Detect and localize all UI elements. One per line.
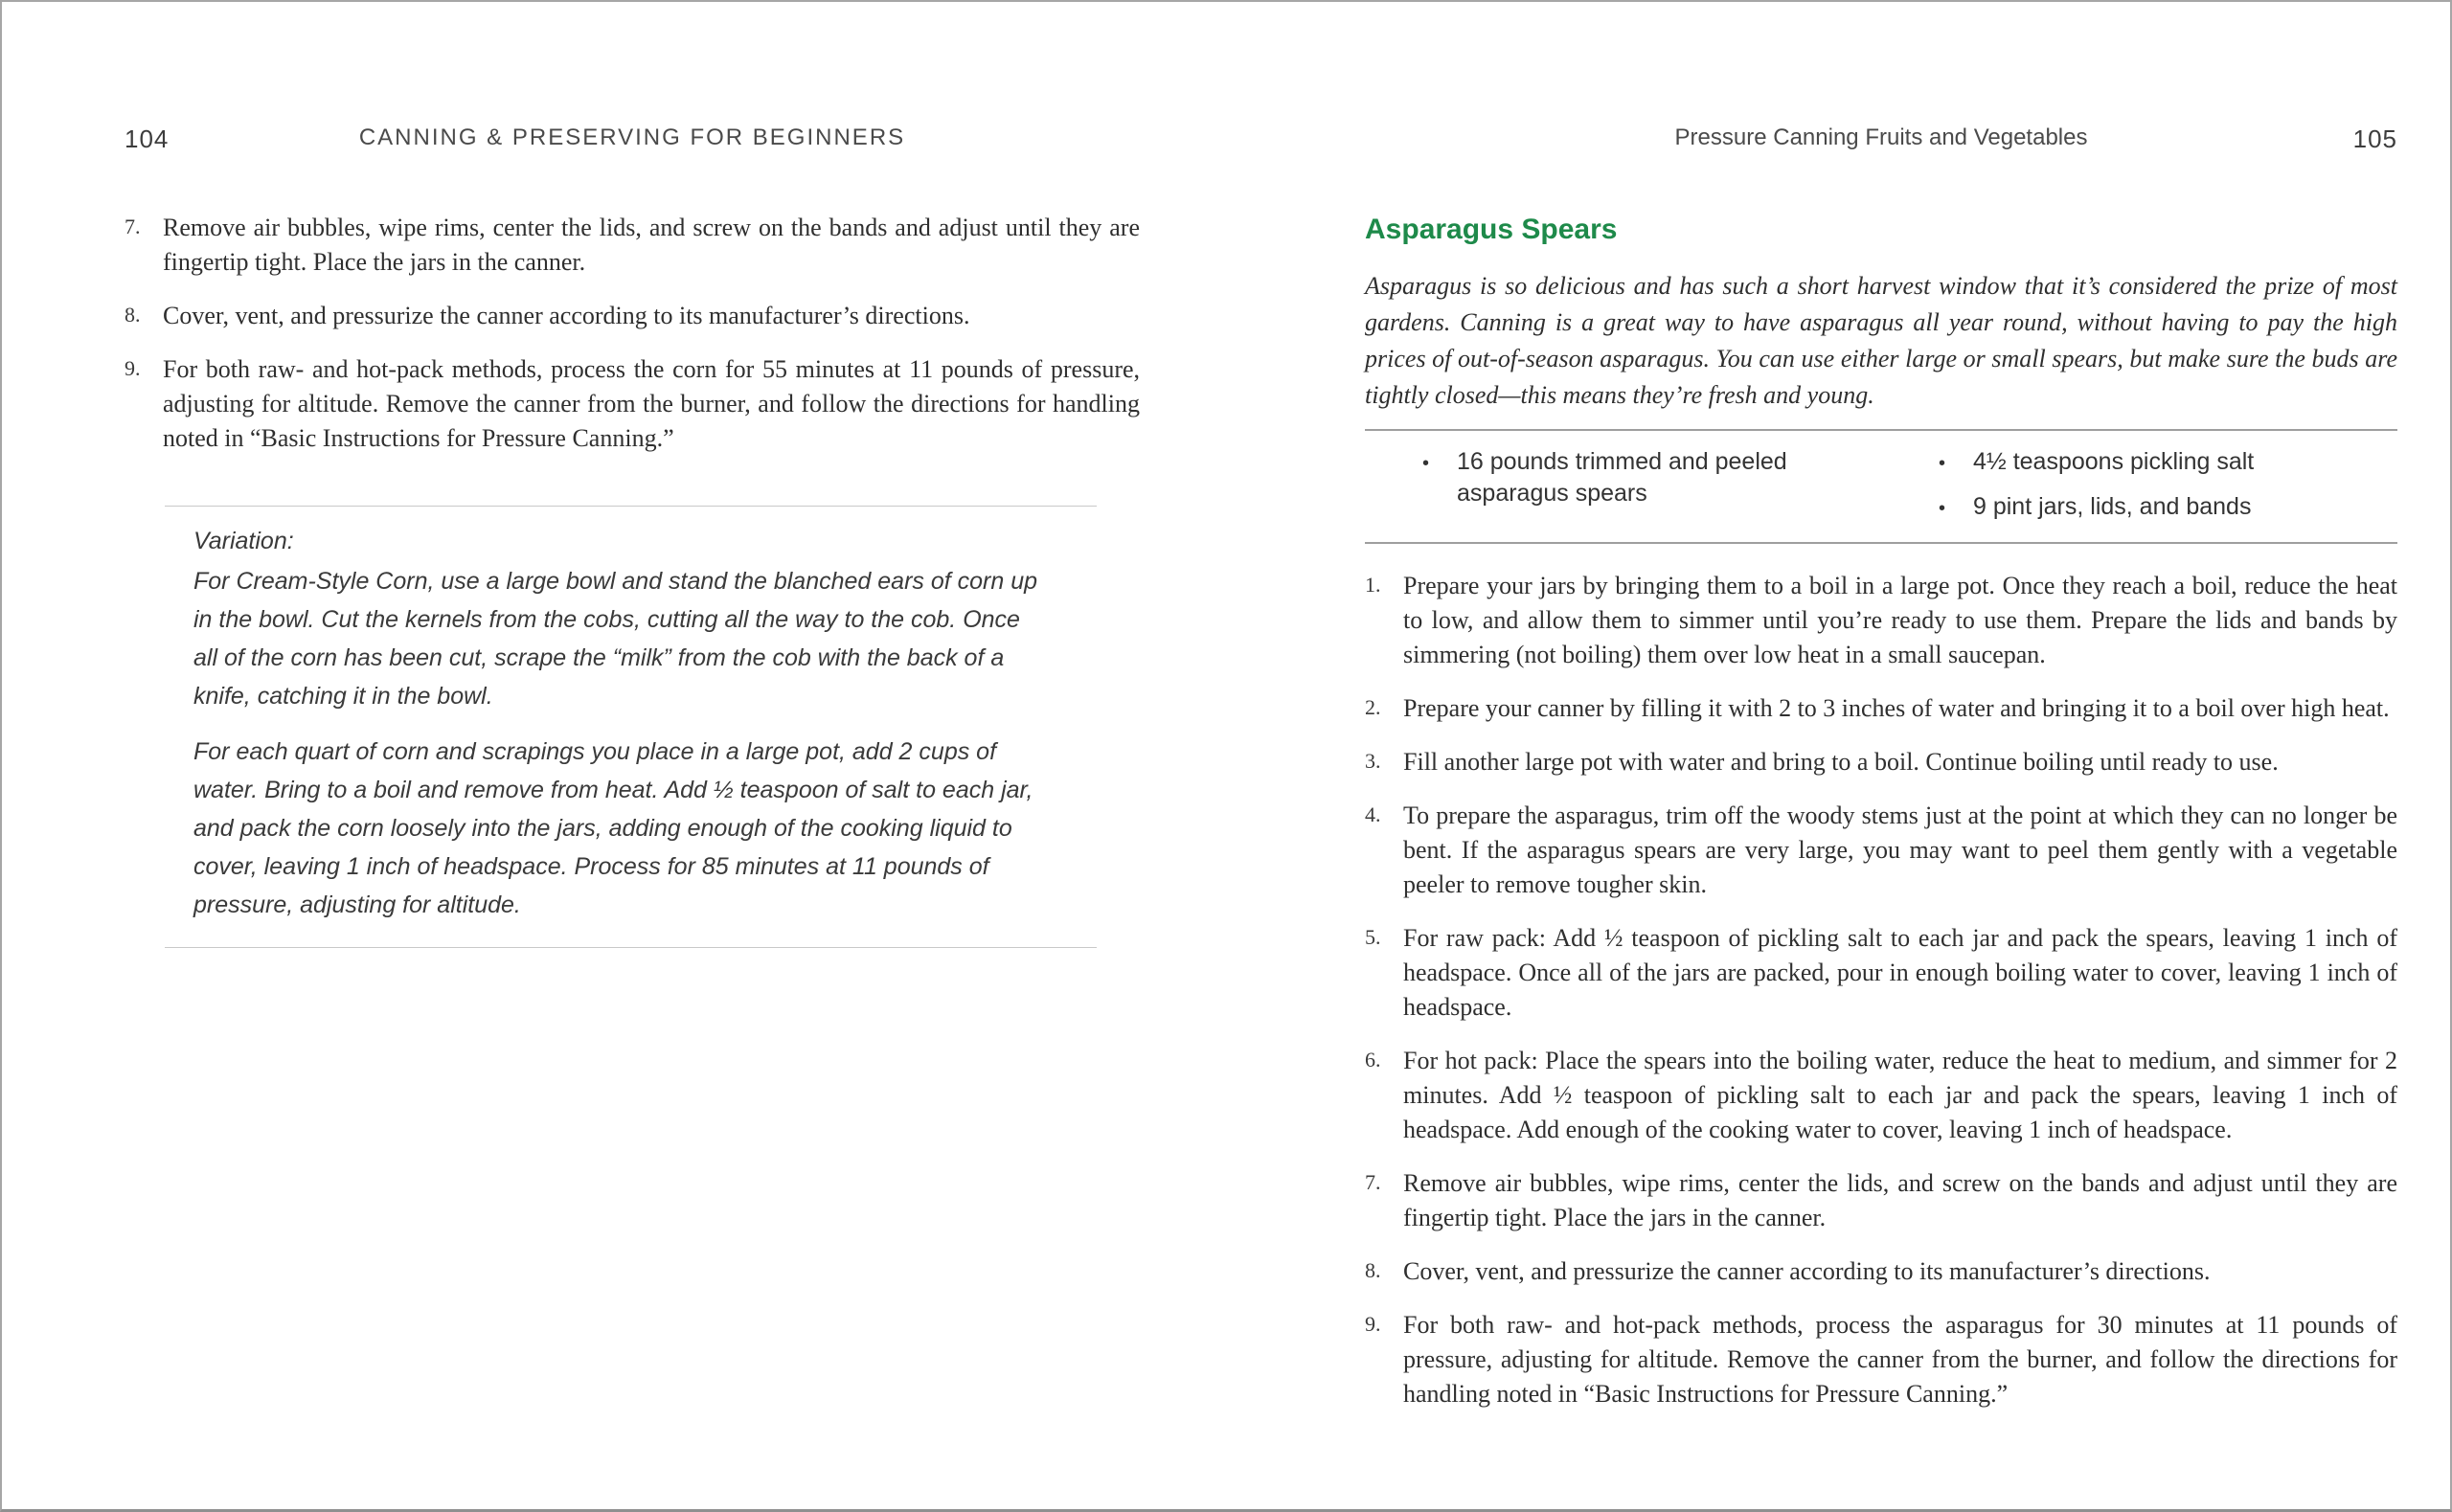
running-header-left: CANNING & PRESERVING FOR BEGINNERS — [358, 124, 906, 150]
item-number: 9. — [1365, 1312, 1381, 1336]
ingredients-box — [1365, 429, 2397, 544]
ingredient-text: 4½ teaspoons pickling salt — [1973, 448, 2255, 475]
item-number: 6. — [1365, 1048, 1381, 1072]
item-text: Prepare your canner by filling it with 2 to 3 inches of water and bringing it to a boil over high heat. — [1403, 694, 2390, 722]
item-text: For raw pack: Add ½ teaspoon of pickling salt to each jar and pack the spears, leaving 1 inch of headspace. Once all of the jars are packed, pour in enough boiling water to cover, leaving 1 inch of headspace. — [1403, 924, 2397, 1021]
list-item — [1365, 745, 2397, 779]
bullet-icon: • — [1422, 453, 1430, 474]
item-number: 4. — [1365, 802, 1381, 826]
item-number: 5. — [1365, 925, 1381, 949]
item-number: 3. — [1365, 749, 1381, 773]
item-text: For hot pack: Place the spears into the boiling water, reduce the heat to medium, and simmer for 2 minutes. Add ½ teaspoon of pickling salt to each jar and pack the spears, leaving 1 inch of headspace. Add enough of the cooking water to cover, leaving 1 inch of headspace. — [1403, 1047, 2397, 1143]
item-number: 1. — [1365, 573, 1381, 597]
bullet-icon: • — [1939, 498, 1946, 519]
page-header-left — [125, 124, 1140, 157]
item-text: Remove air bubbles, wipe rims, center the lids, and screw on the bands and adjust until they are fingertip tight. Place the jars in the canner. — [163, 214, 1141, 276]
list-item — [1365, 691, 2397, 726]
list-item — [1365, 1044, 2397, 1147]
list-item — [1365, 1254, 2397, 1289]
item-number: 8. — [125, 303, 141, 327]
bullet-icon: • — [1939, 453, 1946, 474]
item-text: For both raw- and hot-pack methods, process the asparagus for 30 minutes at 11 pounds of pressure, adjusting for altitude. Remove the canner from the burner, and follow the directions for handling noted in “Basic Instructions for Pressure Canning.” — [1403, 1311, 2397, 1408]
item-number: 8. — [1365, 1258, 1381, 1282]
variation-label: Variation: — [193, 528, 294, 554]
page-left — [2, 2, 1226, 1509]
item-number: 7. — [125, 214, 141, 238]
running-header-right: Pressure Canning Fruits and Vegetables — [1674, 124, 2088, 150]
ingredient-text: 16 pounds trimmed and peeled asparagus spears — [1457, 448, 1787, 507]
item-text: Cover, vent, and pressurize the canner according to its manufacturer’s directions. — [1403, 1257, 2211, 1285]
item-text: Fill another large pot with water and bring to a boil. Continue boiling until ready to use. — [1403, 748, 2279, 776]
page-header-right — [1365, 124, 2397, 157]
ingredient-item — [1422, 446, 1881, 509]
item-text: Prepare your jars by bringing them to a boil in a large pot. Once they reach a boil, reduce the heat to low, and allow them to simmer until you’re ready to use them. Prepare the lids and bands by simmering (not boiling) them over low heat in a small saucepan. — [1403, 572, 2397, 668]
ingredients-column-2 — [1881, 446, 2397, 525]
ingredient-text: 9 pint jars, lids, and bands — [1973, 493, 2252, 520]
variation-block — [165, 506, 1097, 948]
instruction-list-right — [1365, 569, 2397, 1411]
item-text: For both raw- and hot-pack methods, process the corn for 55 minutes at 11 pounds of pressure, adjusting for altitude. Remove the canner from the burner, and follow the directions for handling noted in “Basic Instructions for Pressure Canning.” — [163, 355, 1141, 452]
recipe-intro: Asparagus is so delicious and has such a short harvest window that it’s considered the prize of most gardens. Canning is a great way to have asparagus all year round, without having to pay the high prices of out-of-season asparagus. You can use either large or small spears, but make sure the buds are tightly closed—this means they’re fresh and young. — [1365, 272, 2397, 409]
variation-paragraph: For Cream-Style Corn, use a large bowl and stand the blanched ears of corn up in the bowl. Cut the kernels from the cobs, cutting all the way to the cob. Once all of the corn has been cut, scrape the “milk” from the cob with the back of a knife, catching it in the bowl. — [193, 568, 1038, 710]
ingredient-item — [1939, 491, 2397, 525]
list-item — [1365, 1308, 2397, 1411]
item-number: 2. — [1365, 695, 1381, 719]
item-number: 7. — [1365, 1170, 1381, 1194]
item-number: 9. — [125, 356, 141, 380]
list-item — [125, 299, 1140, 333]
item-text: Remove air bubbles, wipe rims, center the lids, and screw on the bands and adjust until they are fingertip tight. Place the jars in the canner. — [1403, 1169, 2397, 1231]
list-item — [125, 352, 1140, 456]
page-number-right: 105 — [2352, 124, 2397, 153]
recipe-title: Asparagus Spears — [1365, 214, 1618, 245]
list-item — [1365, 569, 2397, 672]
item-text: Cover, vent, and pressurize the canner according to its manufacturer’s directions. — [163, 302, 970, 329]
variation-paragraph: For each quart of corn and scrapings you place in a large pot, add 2 cups of water. Bring to a boil and remove from heat. Add ½ teaspoon of salt to each jar, and pack the corn loosely into the jars, adding enough of the cooking liquid to cover, leaving 1 inch of headspace. Process for 85 minutes at 11 pounds of pressure, adjusting for altitude. — [193, 738, 1033, 918]
ingredients-column-1 — [1365, 446, 1881, 525]
ingredient-item — [1939, 446, 2397, 480]
list-item — [1365, 1166, 2397, 1235]
page-number-left: 104 — [125, 124, 170, 153]
list-item — [1365, 921, 2397, 1025]
page-right — [1226, 2, 2450, 1509]
item-text: To prepare the asparagus, trim off the woody stems just at the point at which they can no longer be bent. If the asparagus spears are very large, you may want to peel them gently with a vegetable peeler to remove tougher skin. — [1403, 801, 2397, 898]
list-item — [125, 211, 1140, 280]
instruction-list-left — [125, 211, 1140, 456]
list-item — [1365, 799, 2397, 902]
